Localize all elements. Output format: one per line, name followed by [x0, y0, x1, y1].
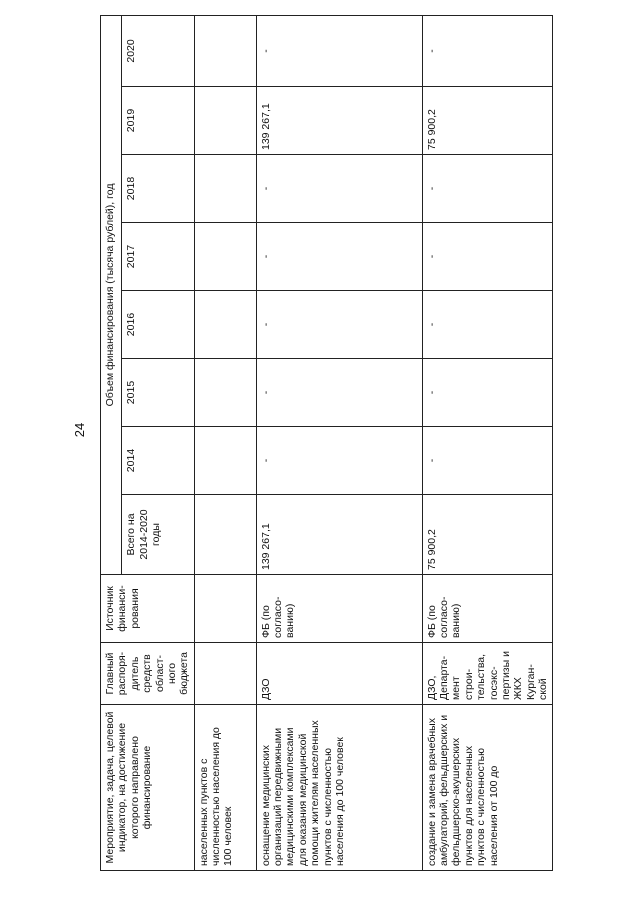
cell-value: 139 267,1 — [256, 87, 422, 155]
cell-value — [194, 427, 256, 495]
cell-value: - — [422, 427, 553, 495]
header-total: Всего на 2014-2020 годы — [122, 495, 194, 575]
cell-value: - — [256, 427, 422, 495]
table-row — [194, 15, 256, 870]
cell-value: - — [422, 155, 553, 223]
header-year: 2019 — [122, 87, 194, 155]
cell-value: - — [422, 359, 553, 427]
table-row — [256, 15, 422, 870]
cell-value: - — [256, 155, 422, 223]
cell-value: - — [256, 15, 422, 86]
cell-activity: создание и замена врачебных амбулаторий, фельдшерских и фельдшерско-акушерских пунктов для населенных пунктов с численностью населения от 100 до — [422, 705, 553, 871]
cell-total — [194, 495, 256, 575]
header-year: 2017 — [122, 223, 194, 291]
cell-value — [194, 223, 256, 291]
header-activity: Мероприятие, задача, целевой индикатор, на достижение которого направлено финансирование — [101, 705, 195, 871]
cell-source: ФБ (по согласо-ванию) — [256, 575, 422, 643]
cell-value — [194, 155, 256, 223]
cell-value: - — [256, 291, 422, 359]
cell-value — [194, 87, 256, 155]
header-manager: Главный распоря-дитель средств област-ного бюджета — [101, 643, 195, 705]
header-year: 2014 — [122, 427, 194, 495]
cell-value: - — [256, 223, 422, 291]
cell-manager — [194, 643, 256, 705]
header-year: 2018 — [122, 155, 194, 223]
cell-value: - — [422, 291, 553, 359]
cell-total: 75 900,2 — [422, 495, 553, 575]
cell-value — [194, 15, 256, 86]
cell-value: - — [256, 359, 422, 427]
table-row — [422, 15, 553, 870]
header-year: 2016 — [122, 291, 194, 359]
cell-activity: оснащение медицинских организаций передвижными медицинскими комплексами для оказания медицинской помощи жителям населенных пунктов с численностью населения до 100 человек — [256, 705, 422, 871]
cell-total: 139 267,1 — [256, 495, 422, 575]
rotated-table-container — [100, 16, 549, 871]
header-source: Источник финанси-рования — [101, 575, 195, 643]
cell-value: - — [422, 223, 553, 291]
financing-table — [100, 15, 553, 871]
header-year: 2020 — [122, 15, 194, 86]
cell-value: - — [422, 15, 553, 86]
cell-value — [194, 291, 256, 359]
cell-value — [194, 359, 256, 427]
cell-value: 75 900,2 — [422, 87, 553, 155]
cell-manager: ДЗО, Департа-мент строи-тельства, госэкс-пертизы и ЖКХ Курган-ской — [422, 643, 553, 705]
cell-manager: ДЗО — [256, 643, 422, 705]
cell-source — [194, 575, 256, 643]
page-number: 24 — [72, 422, 87, 438]
header-volume: Объем финансирования (тысяча рублей), год — [101, 15, 122, 574]
header-year: 2015 — [122, 359, 194, 427]
cell-activity: населенных пунктов с численностью населения до 100 человек — [194, 705, 256, 871]
cell-source: ФБ (по согласо-ванию) — [422, 575, 553, 643]
